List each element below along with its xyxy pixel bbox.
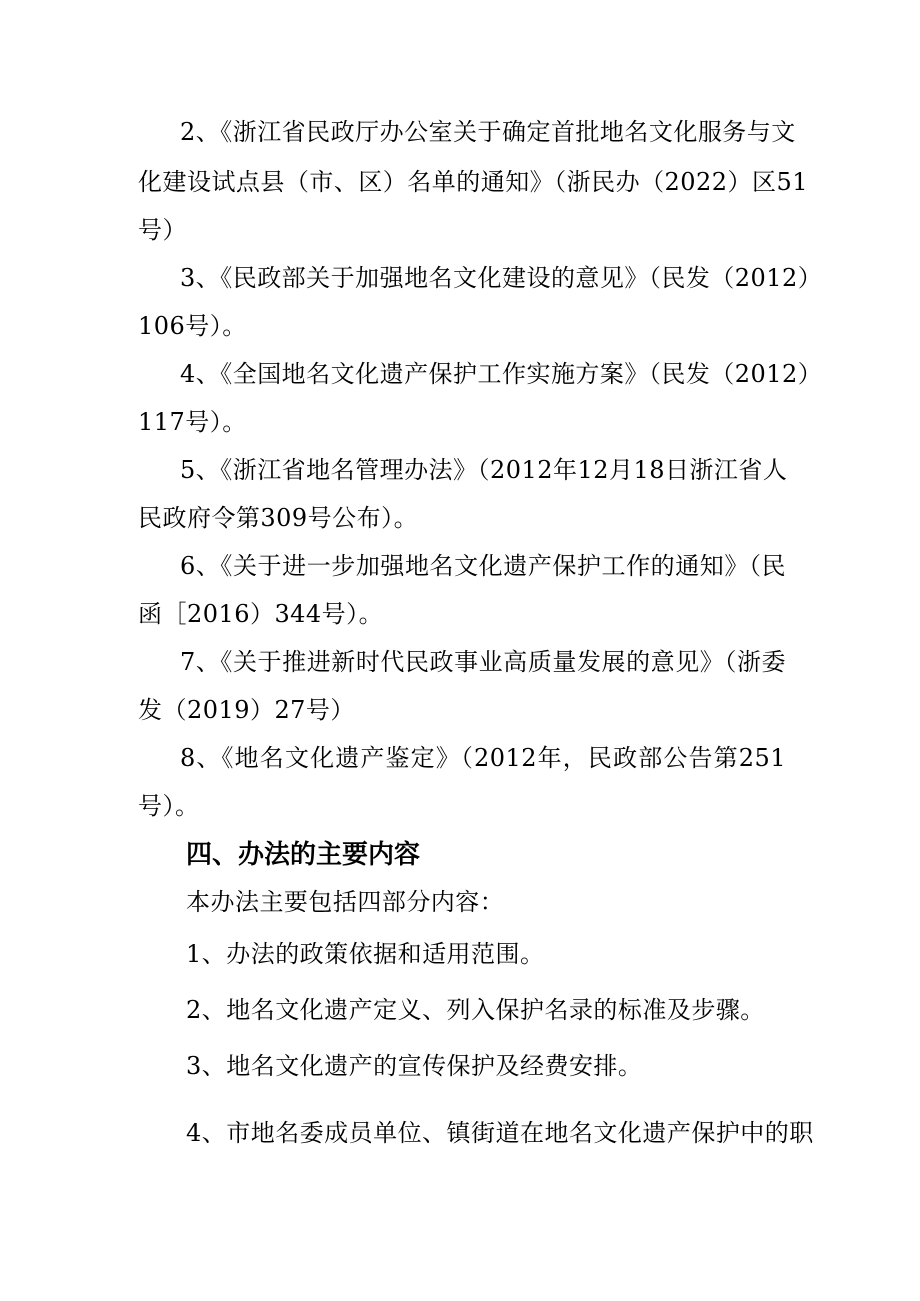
reference-7-line-2: 发（2019）27号） bbox=[138, 696, 355, 724]
reference-2-line-1: 2、《浙江省民政厅办公室关于确定首批地名文化服务与文 bbox=[180, 118, 796, 146]
reference-6-line-2: 函［2016）344号）。 bbox=[138, 600, 384, 628]
reference-6-line-1: 6、《关于进一步加强地名文化遗产保护工作的通知》（民 bbox=[180, 552, 786, 580]
reference-4-line-2: 117号）。 bbox=[138, 408, 247, 436]
reference-8-line-1: 8、《地名文化遗产鉴定》（2012年，民政部公告第251 bbox=[180, 744, 786, 772]
reference-3-line-1: 3、《民政部关于加强地名文化建设的意见》（民发（2012） bbox=[180, 264, 823, 292]
reference-4-line-1: 4、《全国地名文化遗产保护工作实施方案》（民发（2012） bbox=[180, 360, 823, 388]
reference-2-line-3: 号） bbox=[138, 216, 187, 244]
content-item-3: 3、地名文化遗产的宣传保护及经费安排。 bbox=[186, 1052, 643, 1080]
reference-8-line-2: 号）。 bbox=[138, 792, 200, 820]
reference-3-line-2: 106号）。 bbox=[138, 312, 247, 340]
section-heading: 四、办法的主要内容 bbox=[186, 840, 421, 870]
content-item-4: 4、市地名委成员单位、镇街道在地名文化遗产保护中的职 bbox=[186, 1119, 814, 1147]
reference-2-line-2: 化建设试点县（市、区）名单的通知》（浙民办（2022）区51 bbox=[138, 168, 809, 196]
content-item-1: 1、办法的政策依据和适用范围。 bbox=[186, 940, 545, 968]
reference-5-line-2: 民政府令第309号公布）。 bbox=[138, 504, 419, 532]
section-intro: 本办法主要包括四部分内容： bbox=[186, 888, 505, 916]
reference-5-line-1: 5、《浙江省地名管理办法》（2012年12月18日浙江省人 bbox=[180, 456, 788, 484]
content-item-2: 2、地名文化遗产定义、列入保护名录的标准及步骤。 bbox=[186, 996, 765, 1024]
reference-7-line-1: 7、《关于推进新时代民政事业高质量发展的意见》（浙委 bbox=[180, 648, 786, 676]
